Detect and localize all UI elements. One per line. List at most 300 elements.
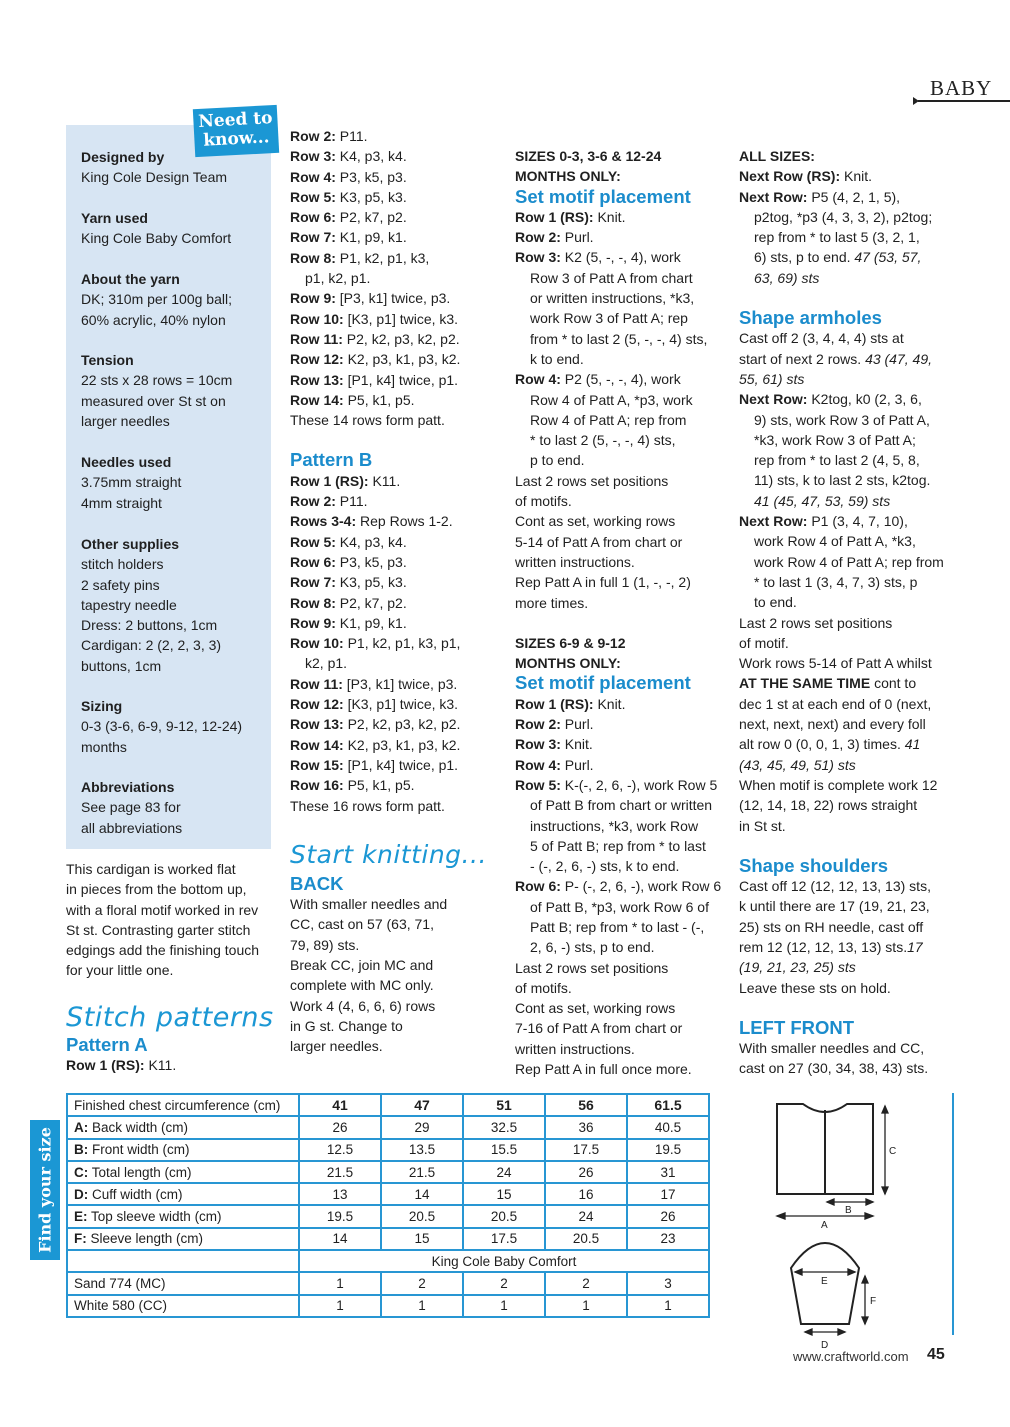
spacer	[515, 613, 730, 633]
pattern-row	[739, 816, 954, 836]
spacer	[739, 998, 954, 1018]
row-label: Row 1 (RS):	[66, 1057, 145, 1074]
label-b: B	[845, 1205, 852, 1216]
pattern-row	[739, 978, 954, 998]
spacer	[66, 981, 281, 1001]
row-text: more times.	[515, 594, 589, 611]
stitch-count: 41	[904, 736, 921, 753]
ball-count-cell: 1	[463, 1295, 545, 1317]
row-text: Last 2 rows set positions	[739, 614, 893, 631]
pattern-row	[515, 247, 730, 267]
column-4	[739, 146, 954, 1079]
size-cell: 61.5	[627, 1094, 709, 1116]
table-cell: 17.5	[545, 1139, 627, 1161]
measurement-name: Top sleeve width (cm)	[87, 1209, 222, 1225]
row-text: These 14 rows form patt.	[290, 412, 445, 429]
pattern-row	[739, 957, 954, 977]
sidebar-needles	[81, 452, 267, 513]
pattern-row	[739, 187, 954, 207]
row-text: Row 3 of Patt A from chart	[530, 269, 693, 286]
need-to-know-badge: Need to know...	[193, 105, 279, 157]
pattern-row	[290, 714, 505, 734]
row-text: P2, k2, p3, k2, p2.	[342, 330, 460, 347]
sidebar-about-yarn	[81, 269, 267, 330]
sidebar-heading: Other supplies	[81, 536, 180, 552]
row-label: Row 11:	[290, 675, 343, 692]
pattern-row	[739, 937, 954, 957]
table-header-label: Finished chest circumference (cm)	[67, 1094, 299, 1116]
row-text: [P1, k4] twice, p1.	[343, 756, 459, 773]
intro-line: in pieces from the bottom up,	[66, 881, 247, 898]
sidebar-heading: Yarn used	[81, 210, 148, 226]
pattern-row	[290, 471, 505, 491]
row-text: p to end.	[530, 452, 585, 469]
pattern-row	[290, 167, 505, 187]
yarn-row	[67, 1295, 709, 1317]
row-text: Last 2 rows set positions	[515, 472, 669, 489]
pattern-row	[739, 775, 954, 795]
measurement-name: Cuff width (cm)	[88, 1186, 183, 1202]
set-motif-heading: Set motif placement	[515, 672, 691, 694]
row-text: Cast off 2 (3, 4, 4, 4) sts at	[739, 330, 904, 347]
row-label: Row 14:	[290, 736, 344, 753]
stitch-count: 41 (45, 47, 53, 59) sts	[754, 492, 891, 509]
intro-line: edgings add the finishing touch	[66, 942, 260, 959]
sidebar-designed-by	[81, 147, 267, 188]
row-label: Row 4:	[515, 756, 561, 773]
row-label: Row 2:	[290, 493, 336, 510]
size-table	[66, 1093, 710, 1318]
pattern-row	[290, 511, 505, 531]
row-text: cont to	[870, 675, 917, 692]
row-label: Row 12:	[290, 351, 344, 368]
table-cell: 13.5	[381, 1139, 463, 1161]
pattern-row	[515, 288, 730, 308]
row-text: P5, k1, p5.	[343, 777, 415, 794]
pattern-row	[290, 674, 505, 694]
row-text: * to last 1 (3, 4, 7, 3) sts, p	[754, 573, 918, 590]
measurement-label	[67, 1116, 299, 1138]
ball-count-cell: 1	[299, 1272, 381, 1294]
pattern-row	[515, 1059, 730, 1079]
row-text: P11.	[335, 493, 368, 510]
pattern-row	[739, 470, 954, 490]
row-label: Row 16:	[290, 777, 344, 794]
measurement-key: D:	[74, 1186, 89, 1202]
footer-url[interactable]: www.craftworld.com	[793, 1349, 909, 1364]
measurement-name: Front width (cm)	[88, 1142, 190, 1158]
spacer	[290, 816, 505, 836]
row-label: Row 3:	[515, 736, 561, 753]
row-text: in St st.	[739, 817, 786, 834]
pattern-row	[515, 511, 730, 531]
table-cell: 24	[463, 1161, 545, 1183]
pattern-row	[515, 734, 730, 754]
pattern-row	[290, 775, 505, 795]
pattern-a-heading: Pattern A	[66, 1033, 148, 1055]
set-motif-heading: Set motif placement	[515, 185, 691, 207]
row-text: [P3, k1] twice, p3.	[335, 290, 451, 307]
row-label: Row 2:	[290, 128, 336, 144]
row-text: of motif.	[739, 634, 789, 651]
row-label: Row 1 (RS):	[515, 695, 594, 712]
pattern-row	[290, 349, 505, 369]
row-text: K1, p9, k1.	[335, 229, 407, 246]
size-cell: 41	[299, 1094, 381, 1116]
table-cell: 21.5	[381, 1161, 463, 1183]
measurement-key: B:	[74, 1142, 89, 1158]
measurement-label	[67, 1161, 299, 1183]
pattern-row	[739, 795, 954, 815]
pattern-row	[739, 349, 954, 369]
size-cell: 56	[545, 1094, 627, 1116]
row-text: Rep Patt A in full once more.	[515, 1061, 692, 1078]
pattern-row	[290, 613, 505, 633]
row-text: written instructions.	[515, 553, 635, 570]
ball-count-cell: 1	[381, 1295, 463, 1317]
ball-count-cell: 2	[381, 1272, 463, 1294]
row-text: P11.	[335, 128, 368, 144]
row-text: P2, k2, p3, k2, p2.	[343, 716, 461, 733]
row-text: Knit.	[560, 736, 593, 753]
row-label: Next Row (RS):	[739, 168, 841, 185]
yarn-colour-label: White 580 (CC)	[67, 1295, 299, 1317]
pattern-row	[515, 937, 730, 957]
back-line: Work 4 (4, 6, 6, 6) rows	[290, 997, 436, 1014]
sidebar-line: 4mm straight	[81, 494, 162, 511]
row-text: Purl.	[560, 716, 594, 733]
row-label: Row 10:	[290, 310, 344, 327]
row-label: Row 9:	[290, 290, 336, 307]
sidebar-line: 60% acrylic, 40% nylon	[81, 311, 226, 328]
row-text: Patt B; rep from * to last - (-,	[530, 918, 705, 935]
row-text: P1, k2, p1, k3,	[335, 249, 430, 266]
table-row	[67, 1183, 709, 1205]
sizes-heading: MONTHS ONLY:	[515, 655, 621, 672]
row-text: Purl.	[560, 756, 594, 773]
row-text: work Row 4 of Patt A; rep from	[754, 553, 944, 570]
sidebar-line: all abbreviations	[81, 819, 183, 836]
back-line: Break CC, join MC and	[290, 956, 434, 973]
start-knitting-heading: Start knitting...	[290, 839, 487, 869]
pattern-row	[290, 735, 505, 755]
row-text: Knit.	[593, 208, 626, 225]
pattern-row	[515, 369, 730, 389]
row-label: Row 1 (RS):	[515, 208, 594, 225]
label-a: A	[821, 1220, 828, 1231]
pattern-row	[515, 308, 730, 328]
pattern-row	[739, 430, 954, 450]
sidebar-heading: Needles used	[81, 454, 172, 470]
sidebar-line: Cardigan: 2 (2, 2, 3, 3)	[81, 637, 222, 654]
table-cell: 26	[299, 1116, 381, 1138]
row-text: written instructions.	[515, 1040, 635, 1057]
back-heading: BACK	[290, 872, 344, 894]
sidebar-line: larger needles	[81, 412, 170, 429]
row-text: 25) sts on RH needle, cast off	[739, 918, 924, 935]
pattern-row	[739, 755, 954, 775]
row-text: or written instructions, *k3,	[530, 290, 695, 307]
left-front-line: cast on 27 (30, 34, 38, 43) sts.	[739, 1060, 929, 1077]
row-text: Knit.	[593, 695, 626, 712]
pattern-row	[515, 532, 730, 552]
row-text: K11.	[144, 1057, 177, 1074]
pattern-row	[739, 207, 954, 227]
pattern-row	[515, 917, 730, 937]
pattern-row	[290, 146, 505, 166]
row-label: Row 8:	[290, 249, 336, 266]
pattern-row	[515, 552, 730, 572]
row-label: Row 4:	[515, 371, 561, 388]
label-c: C	[889, 1146, 897, 1157]
row-text: 5 of Patt B; rep from * to last	[530, 837, 706, 854]
row-text: K3, p5, k3.	[335, 188, 407, 205]
pattern-row	[739, 531, 954, 551]
size-cell: 51	[463, 1094, 545, 1116]
pattern-row	[515, 207, 730, 227]
sidebar-line: King Cole Design Team	[81, 169, 228, 186]
table-cell: 17	[627, 1183, 709, 1205]
row-label: Rows 3-4:	[290, 513, 357, 530]
pattern-row	[515, 694, 730, 714]
table-cell: 13	[299, 1183, 381, 1205]
pattern-row	[290, 593, 505, 613]
pattern-b-heading: Pattern B	[290, 449, 373, 471]
pattern-row	[290, 207, 505, 227]
row-text: K2, p3, k1, p3, k2.	[343, 736, 461, 753]
row-label: Row 4:	[290, 168, 336, 185]
pattern-row	[290, 572, 505, 592]
pattern-row	[515, 593, 730, 613]
pattern-row	[739, 268, 954, 288]
table-cell: 40.5	[627, 1116, 709, 1138]
section-tag: BABY	[930, 76, 993, 100]
spacer	[290, 430, 505, 450]
all-sizes-heading: ALL SIZES:	[739, 148, 815, 164]
table-cell: 31	[627, 1161, 709, 1183]
row-text: K4, p3, k4.	[335, 148, 407, 165]
pattern-row	[290, 491, 505, 511]
row-text: Row 4 of Patt A, *p3, work	[530, 391, 693, 408]
pattern-row	[739, 694, 954, 714]
pattern-row	[739, 653, 954, 673]
pattern-row	[290, 227, 505, 247]
row-label: Row 6:	[290, 209, 336, 226]
pattern-row	[515, 876, 730, 896]
table-row	[67, 1161, 709, 1183]
row-text: K3, p5, k3.	[335, 574, 407, 591]
row-label: Row 1 (RS):	[290, 472, 369, 489]
pattern-row	[515, 1039, 730, 1059]
row-text: of Patt B, *p3, work Row 6 of	[530, 898, 709, 915]
row-text: K11.	[368, 472, 401, 489]
table-header-row	[67, 1094, 709, 1116]
sidebar-line: See page 83 for	[81, 799, 181, 816]
sidebar-line: King Cole Baby Comfort	[81, 230, 232, 247]
row-text: K2tog, k0 (2, 3, 6,	[807, 391, 922, 408]
row-text: K-(-, 2, 6, -), work Row 5	[560, 776, 718, 793]
pattern-row	[290, 248, 505, 268]
table-cell: 19.5	[627, 1139, 709, 1161]
row-text: p2tog, *p3 (4, 3, 3, 2), p2tog;	[754, 208, 933, 225]
sidebar-heading: Abbreviations	[81, 779, 175, 795]
pattern-row	[739, 876, 954, 896]
find-your-size-tab	[30, 1120, 60, 1260]
pattern-row	[290, 126, 505, 146]
table-divider	[952, 1093, 954, 1335]
table-cell: 20.5	[545, 1228, 627, 1250]
row-text: 7-16 of Patt A from chart or	[515, 1020, 683, 1037]
sidebar-line: months	[81, 738, 127, 755]
row-text: rep from * to last 5 (3, 2, 1,	[754, 229, 920, 246]
pattern-row	[515, 958, 730, 978]
measurement-label	[67, 1228, 299, 1250]
table-cell: 26	[627, 1205, 709, 1227]
pattern-row	[515, 410, 730, 430]
table-row	[67, 1205, 709, 1227]
pattern-row	[739, 673, 954, 693]
table-row	[67, 1228, 709, 1250]
table-cell: 17.5	[463, 1228, 545, 1250]
table-cell: 14	[299, 1228, 381, 1250]
table-cell: 32.5	[463, 1116, 545, 1138]
intro-line: for your little one.	[66, 962, 174, 979]
pattern-row	[290, 653, 505, 673]
pattern-row	[739, 572, 954, 592]
row-label: Row 9:	[290, 614, 336, 631]
pattern-row	[515, 268, 730, 288]
back-line: With smaller needles and	[290, 896, 448, 913]
table-cell: 29	[381, 1116, 463, 1138]
back-line: in G st. Change to	[290, 1017, 403, 1034]
ball-count-cell: 2	[545, 1272, 627, 1294]
row-label: Next Row:	[739, 513, 808, 530]
row-text: rem 12 (12, 12, 13, 13) sts.	[739, 938, 908, 955]
row-label: Row 15:	[290, 756, 344, 773]
measurement-key: F:	[74, 1231, 87, 1247]
row-text: of Patt B from chart or written	[530, 797, 713, 814]
yarn-row	[67, 1272, 709, 1294]
pattern-row	[739, 410, 954, 430]
spacer	[739, 836, 954, 856]
row-text: K2, p3, k1, p3, k2.	[343, 351, 461, 368]
pattern-row	[515, 816, 730, 836]
row-label: Row 7:	[290, 574, 336, 591]
pattern-row	[739, 511, 954, 531]
sidebar-line: 3.75mm straight	[81, 474, 182, 491]
pattern-row	[515, 329, 730, 349]
sidebar-line: tapestry needle	[81, 596, 177, 613]
section-rule	[918, 100, 1010, 102]
sidebar-supplies	[81, 534, 267, 676]
row-text: P1, k2, p1, k3, p1,	[343, 635, 461, 652]
row-label: Row 10:	[290, 635, 344, 652]
sidebar-heading: Tension	[81, 352, 134, 368]
row-text: start of next 2 rows.	[739, 350, 866, 367]
column-2	[290, 126, 505, 1056]
row-label: Row 13:	[290, 371, 344, 388]
row-label: Next Row:	[739, 188, 808, 205]
pattern-row	[290, 410, 505, 430]
sidebar-heading: About the yarn	[81, 271, 180, 287]
table-cell: 12.5	[299, 1139, 381, 1161]
table-cell: 23	[627, 1228, 709, 1250]
row-label: Row 13:	[290, 716, 344, 733]
pattern-row	[290, 796, 505, 816]
find-your-size-label: Find your size	[35, 1127, 55, 1253]
pattern-row	[290, 268, 505, 288]
sidebar-line: measured over St st on	[81, 392, 226, 409]
pattern-row	[515, 572, 730, 592]
row-text: K1, p9, k1.	[335, 614, 407, 631]
measurement-name: Total length (cm)	[88, 1164, 192, 1180]
stitch-count: (43, 45, 49, 51) sts	[739, 756, 856, 773]
pattern-row	[515, 978, 730, 998]
row-text: instructions, *k3, work Row	[530, 817, 699, 834]
row-text: k2, p1.	[305, 655, 348, 672]
pattern-row	[515, 755, 730, 775]
yarn-header-row	[67, 1250, 709, 1272]
table-cell: 20.5	[463, 1205, 545, 1227]
pattern-row	[739, 613, 954, 633]
size-cell: 47	[381, 1094, 463, 1116]
sidebar-line: buttons, 1cm	[81, 657, 162, 674]
pattern-row	[515, 795, 730, 815]
pattern-row	[290, 329, 505, 349]
row-text: work Row 4 of Patt A, *k3,	[754, 533, 916, 550]
stitch-patterns-heading: Stitch patterns	[66, 1001, 274, 1033]
row-label: Row 7:	[290, 229, 336, 246]
intro-column	[66, 859, 281, 1075]
row-label: Row 5:	[290, 188, 336, 205]
sidebar-line: 2 safety pins	[81, 576, 160, 593]
stitch-count: 47 (53, 57,	[854, 249, 922, 266]
sidebar-line: stitch holders	[81, 556, 164, 573]
pattern-row	[515, 390, 730, 410]
pattern-row	[290, 532, 505, 552]
pattern-row	[739, 450, 954, 470]
back-line: 79, 89) sts.	[290, 936, 360, 953]
pattern-row	[515, 836, 730, 856]
pattern-row	[739, 734, 954, 754]
row-text: k to end.	[530, 350, 584, 367]
row-label: Row 3:	[515, 249, 561, 266]
sidebar-line: Dress: 2 buttons, 1cm	[81, 617, 218, 634]
row-text: dec 1 st at each end of 0 (next,	[739, 695, 932, 712]
row-label: Next Row:	[739, 391, 808, 408]
row-text: 2, 6, -) sts, p to end.	[530, 939, 655, 956]
page-number: 45	[927, 1346, 945, 1363]
shape-armholes-heading: Shape armholes	[739, 307, 882, 329]
pattern-row	[515, 775, 730, 795]
pattern-row	[739, 552, 954, 572]
table-cell: 21.5	[299, 1161, 381, 1183]
row-text: alt row 0 (0, 0, 1, 3) times.	[739, 736, 905, 753]
row-label: Row 14:	[290, 391, 344, 408]
measurement-label	[67, 1183, 299, 1205]
label-d: D	[821, 1340, 829, 1350]
back-line: complete with MC only.	[290, 977, 434, 994]
row-text: from * to last 2 (5, -, -, 4) sts,	[530, 330, 708, 347]
pattern-row	[739, 592, 954, 612]
pattern-row	[739, 389, 954, 409]
pattern-row	[515, 227, 730, 247]
row-label: Row 5:	[290, 533, 336, 550]
row-text: of motifs.	[515, 979, 572, 996]
pattern-row	[739, 917, 954, 937]
row-text: Purl.	[560, 229, 594, 246]
row-text: P2 (5, -, -, 4), work	[560, 371, 681, 388]
